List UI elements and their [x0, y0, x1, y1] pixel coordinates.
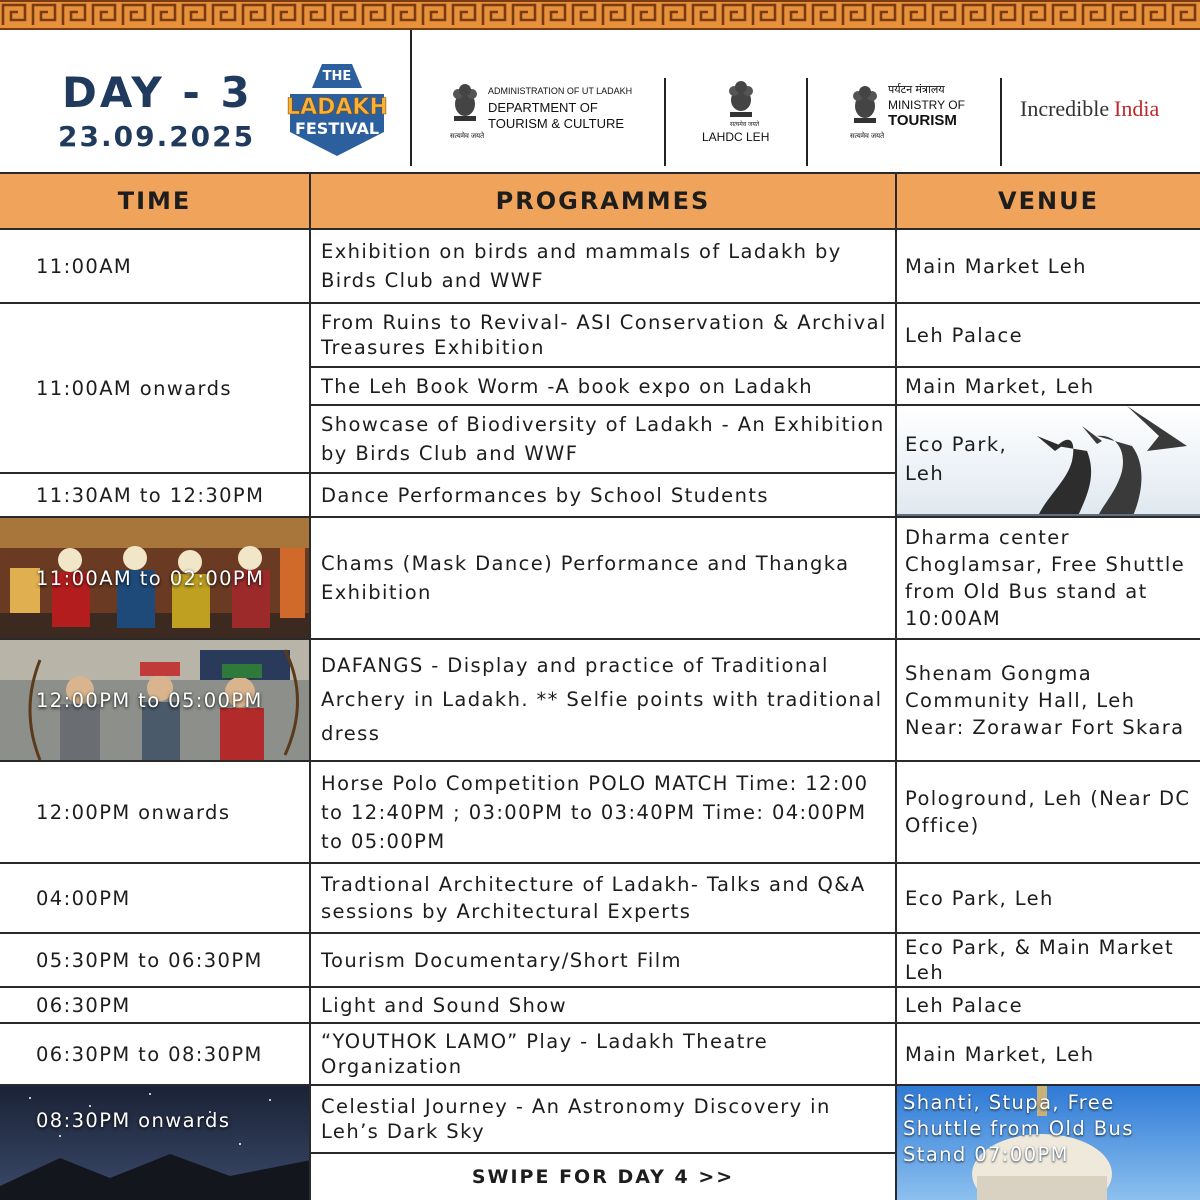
venue-cell: [897, 1086, 1200, 1200]
night-sky-photo: [0, 1086, 311, 1200]
swipe-next-day-button[interactable]: [311, 1154, 897, 1200]
programme-text: Showcase of Biodiversity of Ladakh - An Exhibition by Birds Club and WWF: [321, 413, 885, 465]
header-programmes: PROGRAMMES: [311, 172, 897, 230]
programme-text: Tradtional Architecture of Ladakh- Talks and Q&A sessions by Architectural Experts: [321, 873, 866, 923]
time-text: 11:00AM: [36, 254, 133, 278]
venue-text: Leh Palace: [905, 993, 1023, 1017]
ut-ladakh-tourism-logo: [450, 80, 640, 160]
venue-text: Main Market, Leh: [905, 1042, 1095, 1066]
fest-logo-the: THE: [322, 69, 352, 84]
header-venue: VENUE: [897, 172, 1200, 230]
venue-cell: [897, 988, 1200, 1024]
time-cell: [0, 762, 311, 864]
time-cell-photo: [0, 518, 311, 640]
header: [0, 30, 1200, 172]
incredible-india-logo: [1020, 96, 1180, 136]
venue-text: Main Market, Leh: [905, 374, 1095, 398]
programme-text: “YOUTHOK LAMO” Play - Ladakh Theatre Organization: [321, 1030, 769, 1078]
logo-divider: [664, 78, 666, 166]
ministry-of-tourism-logo: [850, 82, 990, 162]
programme-cell: [311, 762, 897, 864]
programme-cell: [311, 368, 897, 406]
time-text: 06:30PM to 08:30PM: [36, 1042, 263, 1066]
ladakh-festival-logo: [282, 58, 392, 162]
ashoka-emblem-icon: [450, 80, 480, 128]
time-text: 12:00PM onwards: [36, 800, 231, 824]
time-cell-photo: [0, 1086, 311, 1200]
time-text: 06:30PM: [36, 993, 131, 1017]
time-text: 05:30PM to 06:30PM: [36, 948, 263, 972]
time-cell: [0, 934, 311, 988]
header-divider: [410, 30, 412, 166]
venue-cell: [897, 934, 1200, 988]
programme-cell: [311, 640, 897, 762]
day-title: DAY - 3: [62, 68, 253, 117]
programme-text: Celestial Journey - An Astronomy Discovery in Leh’s Dark Sky: [321, 1095, 831, 1143]
logo-tourism-line: TOURISM & CULTURE: [488, 116, 625, 131]
programme-text: DAFANGS - Display and practice of Traditional Archery in Ladakh. ** Selfie points with traditional dress: [321, 654, 883, 745]
time-text: 08:30PM onwards: [36, 1109, 231, 1132]
venue-text: Leh Palace: [905, 323, 1023, 347]
logo-admin-line: ADMINISTRATION OF UT LADAKH: [488, 86, 633, 96]
india-text: India: [1114, 96, 1160, 121]
programme-cell: [311, 1086, 897, 1154]
programme-cell: [311, 304, 897, 368]
programme-cell: [311, 518, 897, 640]
venue-cell: [897, 518, 1200, 640]
programme-text: From Ruins to Revival- ASI Conservation & Archival Treasures Exhibition: [321, 311, 887, 359]
programme-cell: [311, 864, 897, 934]
header-time: TIME: [0, 172, 311, 230]
time-text: 12:00PM to 05:00PM: [36, 688, 263, 712]
swipe-label: SWIPE FOR DAY 4 >>: [471, 1165, 735, 1188]
venue-text: Eco Park, & Main Market Leh: [905, 936, 1175, 984]
time-cell: [0, 988, 311, 1024]
time-cell: [0, 474, 311, 518]
programme-text: Exhibition on birds and mammals of Ladakh by Birds Club and WWF: [321, 240, 842, 292]
time-text: 11:30AM to 12:30PM: [36, 483, 265, 507]
time-text: 11:00AM to 02:00PM: [36, 566, 265, 590]
ashoka-emblem-icon: [726, 78, 756, 122]
time-cell-photo: [0, 640, 311, 762]
venue-cell: [897, 230, 1200, 304]
venue-cell: [897, 1024, 1200, 1086]
venue-cell: [897, 640, 1200, 762]
programme-cell: [311, 988, 897, 1024]
logo-motto: सत्यमेव जयते: [450, 133, 485, 140]
logo-motto: सत्यमेव जयते: [730, 122, 760, 128]
ministry-line2: TOURISM: [888, 112, 957, 129]
logo-motto: सत्यमेव जयते: [850, 133, 885, 140]
programme-text: Light and Sound Show: [321, 993, 567, 1017]
lahdc-leh-label: LAHDC LEH: [702, 130, 770, 144]
programme-text: Tourism Documentary/Short Film: [321, 948, 682, 972]
venue-text: Dharma center Choglamsar, Free Shuttle from Old Bus stand at 10:00AM: [905, 526, 1186, 630]
logo-divider: [806, 78, 808, 166]
programme-text: Horse Polo Competition POLO MATCH Time: 12:00 to 12:40PM ; 03:00PM to 03:40PM Time: 04:00PM to 05:00PM: [321, 771, 869, 853]
greek-key-border: [0, 0, 1200, 30]
fest-logo-festival: FESTIVAL: [294, 119, 380, 138]
ashoka-emblem-icon: [850, 82, 880, 130]
venue-cell: [897, 368, 1200, 406]
time-cell: [0, 230, 311, 304]
incredible-text: Incredible: [1020, 96, 1110, 121]
time-cell: [0, 304, 311, 474]
venue-text: Eco Park, Leh: [905, 886, 1054, 910]
time-cell: [0, 1024, 311, 1086]
venue-cell: [897, 406, 1200, 518]
venue-cell: [897, 304, 1200, 368]
fest-logo-ladakh: LADAKH: [286, 95, 388, 120]
programme-text: Chams (Mask Dance) Performance and Thangka Exhibition: [321, 552, 850, 604]
programme-cell: [311, 474, 897, 518]
ministry-line1: MINISTRY OF: [888, 98, 965, 112]
event-date: 23.09.2025: [58, 120, 256, 153]
venue-text: Pologround, Leh (Near DC Office): [905, 787, 1191, 837]
venue-cell: [897, 864, 1200, 934]
logo-divider: [1000, 78, 1002, 166]
venue-text: Eco Park, Leh: [905, 433, 1008, 485]
lahdc-leh-logo: [690, 78, 790, 168]
programme-cell: [311, 1024, 897, 1086]
programme-text: Dance Performances by School Students: [321, 483, 769, 507]
time-cell: [0, 864, 311, 934]
logo-dept-line: DEPARTMENT OF: [488, 100, 598, 115]
ministry-hindi: पर्यटन मंत्रालय: [888, 84, 945, 96]
time-text: 11:00AM onwards: [36, 376, 232, 400]
programme-cell: [311, 934, 897, 988]
venue-cell: [897, 762, 1200, 864]
venue-text: Shanti, Stupa, Free Shuttle from Old Bus Stand 07:00PM: [903, 1091, 1134, 1166]
venue-text: Shenam Gongma Community Hall, Leh Near: Zorawar Fort Skara: [905, 661, 1185, 739]
programme-cell: [311, 406, 897, 474]
programme-cell: [311, 230, 897, 304]
programme-text: The Leh Book Worm -A book expo on Ladakh: [321, 374, 814, 398]
time-text: 04:00PM: [36, 886, 131, 910]
venue-text: Main Market Leh: [905, 254, 1087, 278]
